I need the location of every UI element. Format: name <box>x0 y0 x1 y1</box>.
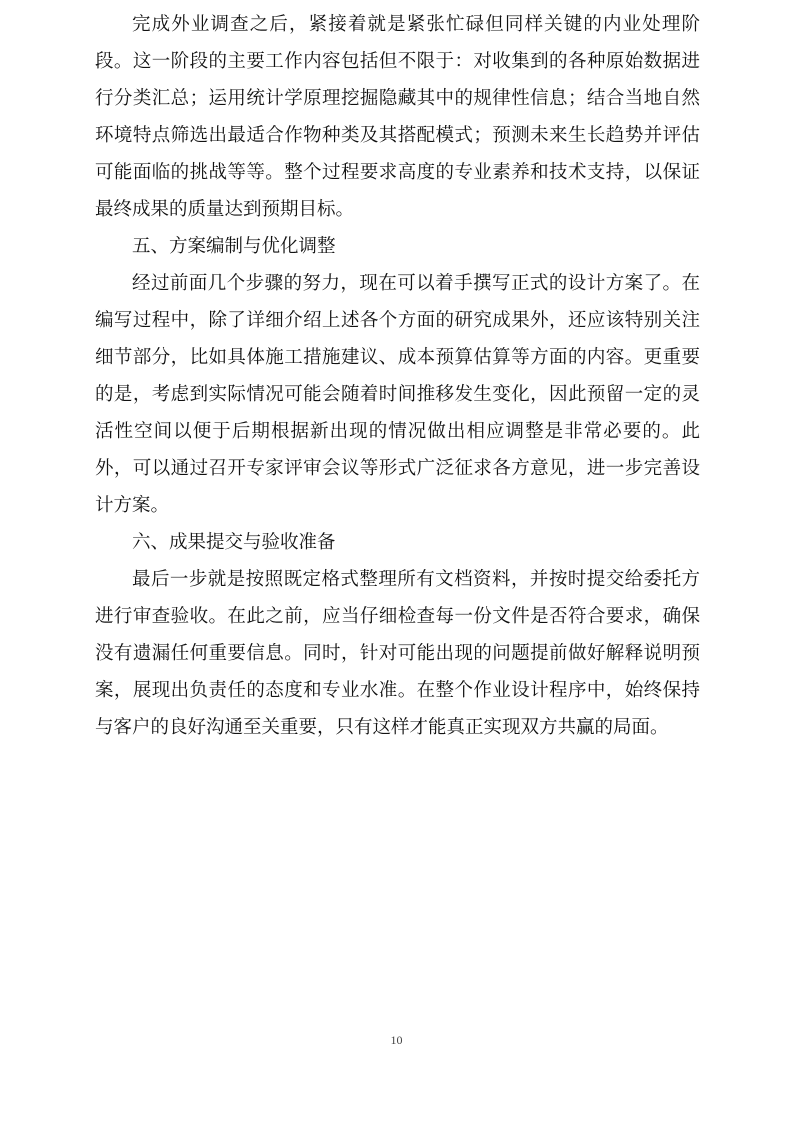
section-heading-5: 五、方案编制与优化调整 <box>132 236 336 257</box>
paragraph-line: 经过前面几个步骤的努力，现在可以着手撰写正式的设计方案了。在 <box>132 273 700 294</box>
document-body <box>95 6 700 746</box>
paragraph-line: 最终成果的质量达到预期目标。 <box>95 199 355 220</box>
paragraph-internal-processing <box>95 6 700 228</box>
paragraph-line: 没有遗漏任何重要信息。同时，针对可能出现的问题提前做好解释说明预 <box>95 643 700 664</box>
paragraph-line: 最后一步就是按照既定格式整理所有文档资料，并按时提交给委托方 <box>132 569 700 590</box>
section-heading-6: 六、成果提交与验收准备 <box>132 532 336 553</box>
paragraph-line: 外，可以通过召开专家评审会议等形式广泛征求各方意见，进一步完善设 <box>95 458 700 479</box>
paragraph-line: 可能面临的挑战等等。整个过程要求高度的专业素养和技术支持，以保证 <box>95 162 700 183</box>
paragraph-plan-compilation <box>95 265 700 524</box>
paragraph-line: 进行审查验收。在此之前，应当仔细检查每一份文件是否符合要求，确保 <box>95 606 700 627</box>
paragraph-line: 编写过程中，除了详细介绍上述各个方面的研究成果外，还应该特别关注 <box>95 310 700 331</box>
page-number: 10 <box>390 1033 403 1047</box>
paragraph-line: 环境特点筛选出最适合作物种类及其搭配模式；预测未来生长趋势并评估 <box>95 125 700 146</box>
paragraph-line: 活性空间以便于后期根据新出现的情况做出相应调整是非常必要的。此 <box>95 421 700 442</box>
paragraph-line: 完成外业调查之后，紧接着就是紧张忙碌但同样关键的内业处理阶 <box>132 14 700 35</box>
paragraph-line: 与客户的良好沟通至关重要，只有这样才能真正实现双方共赢的局面。 <box>95 717 669 738</box>
paragraph-submission <box>95 561 700 746</box>
paragraph-line: 细节部分，比如具体施工措施建议、成本预算估算等方面的内容。更重要 <box>95 347 700 368</box>
paragraph-line: 行分类汇总；运用统计学原理挖掘隐藏其中的规律性信息；结合当地自然 <box>95 88 700 109</box>
paragraph-line: 计方案。 <box>95 495 170 516</box>
paragraph-line: 案，展现出负责任的态度和专业水准。在整个作业设计程序中，始终保持 <box>95 680 700 701</box>
paragraph-line: 段。这一阶段的主要工作内容包括但不限于：对收集到的各种原始数据进 <box>95 51 700 72</box>
paragraph-line: 的是，考虑到实际情况可能会随着时间推移发生变化，因此预留一定的灵 <box>95 384 700 405</box>
